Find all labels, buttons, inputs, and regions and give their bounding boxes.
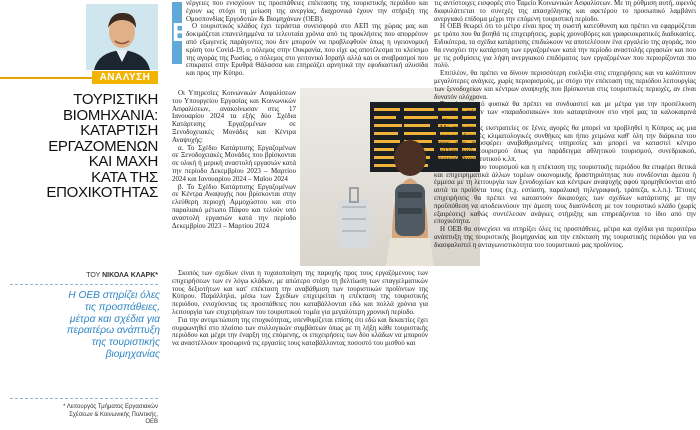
- paragraph: α. Το Σχέδιο Κατάρτισης Εργαζομένων σε Ξενοδοχειακές Μονάδες που βρίσκονται σε ολική ή μερική αναστολή εργασιών κατά την περίοδο Δεκεμβρίου 2023 – Μαρτίου 2024 και Ιανουαρίου 2024 – Μαΐου 2024: [172, 143, 296, 183]
- paragraph: Σκοπός των σχεδίων είναι η τυχαιοποίηση της παροχής προς τους εργαζόμενους των επιχειρήσεων των εν λόγω κλάδων, με απώτερο στόχο τη βελτίωση των επαγγελματικών τους δεξιοτήτων και κατ' επέκταση την αναβάθμιση των τουριστικών προϊόντων της Κύπρου. Παράλληλα, μέσω των Σχεδίων επιχειρείται η επέκταση της τουριστικής περιόδου, ενισχύοντας τις προσπάθειες που καταβάλλονται εδώ και πολλά χρόνια για λειτουργία των επιχειρήσεων του τουριστικού τομέα για μεγαλύτερη χρονική περίοδο.: [172, 270, 428, 316]
- paragraph: Για την αντιμετώπιση της εποχικότητας, υπενθυμίζεται επίσης ότι εδώ και δεκαετίες έχει συμφωνηθεί στο πλαίσιο των συλλογικών συμβάσεων όπως με τη λήξη κάθε τουριστικής περιόδου και μέχρι την έναρξη της επόμενης, οι επιχειρήσεις των δύο κλάδων να μπορούν να αναστέλλουν προσωρινά τις εργασίες τους καταβάλλοντας ποσοστό του μισθού και: [172, 315, 428, 348]
- pull-quote-line: βιομηχανίας: [105, 348, 160, 360]
- author-portrait: [86, 4, 158, 70]
- byline-prefix: ΤΟΥ: [86, 272, 101, 279]
- paragraph: Ο τουριστικός κλάδος έχει τεράστια συνεισφορά στο ΑΕΠ της χώρας μας και δοκιμάζεται επανειλημμένα τα τελευταία χρόνια από τις προκλήσεις που απορρέουν από εξωγενείς παράγοντες που δεν μπορούν να προβλεφθούν όπως η υγειονομική κρίση του Covid-19, ο πόλεμος στην Ουκρανία, που είχε ως αποτέλεσμα το κλείσιμο της αγοράς της Ρωσίας, ο πόλεμος στο γειτονικό Ισραήλ αλλά και οι αναβρασμοί που επικρατεί στην Ερυθρά Θάλασσα και επηρεάζει αρνητικά την εφοδιαστική αλυσίδα και προς την Κύπρο.: [186, 22, 428, 78]
- article-column-1-bottom: [172, 270, 428, 428]
- author-photo-icon: [86, 4, 158, 70]
- section-rule: [0, 77, 92, 79]
- headline-line: ΤΟΥΡΙΣΤΙΚΗ: [73, 91, 158, 108]
- article-column-1-top: [172, 0, 428, 88]
- headline-line: ΚΑΤΑΡΤΙΣΗ: [80, 122, 158, 139]
- pull-quote-line: περαιτέρω ανάπτυξη: [66, 325, 160, 337]
- byline-author: ΝΙΚΟΛΑ ΚΛΑΡΚ*: [102, 272, 158, 279]
- paragraph: Το μέτρο αυτό φυσικά θα πρέπει να συνδυαστεί και με μέτρα για την προσέλκυση τουριστών πέραν των «παραδοσιακών» που καταφτάνουν στο νησί μας τα καλοκαιρινά μόνο.: [434, 100, 696, 124]
- headline-line: ΚΑΙ ΜΑΧΗ: [88, 153, 158, 170]
- divider: [10, 398, 158, 399]
- divider: [10, 284, 158, 285]
- article-column-1-middle: [172, 90, 296, 268]
- footnote-line: Σχέσεων & Κοινωνικής Πολιτικής,: [69, 411, 158, 418]
- paragraph: Με συσχετικές εκστρατείες σε ξένες αγορές θα μπορεί να προβληθεί η Κύπρος ως μια χώρα με ιδανικές κλιματολογικές συνθήκες και ήπιο χειμώνα καθ' όλη την διάρκεια του έτους που προσφέρει αναβαθμισμένες υπηρεσίες και μπορεί να καταστεί κέντρο εναλλακτικού τουρισμού όπως για παράδειγμα αθλητικού τουρισμού, συνεδριακού, ιατρικού, θρησκευτικού κ.λπ.: [434, 123, 696, 163]
- headline-line: ΕΡΓΑΖΟΜΕΝΩΝ: [48, 137, 158, 155]
- paragraph: τις αντίστοιχες εισφορές στο Ταμείο Κοινωνικών Ασφαλίσεων. Με τη ρύθμιση αυτή, αφενός διαφυλάττεται το συνεχές της απασχόλησης και αφετέρου το προσωπικό λαμβάνει ανεργιακό επίδομα μέχρι την επόμενη τουριστική περίοδο.: [434, 0, 696, 23]
- author-footnote: [10, 404, 158, 427]
- article-sidebar: [0, 0, 166, 430]
- pull-quote-line: της τουριστικής: [91, 337, 160, 349]
- pull-quote-line: Η ΟΕΒ στηρίζει όλες: [68, 290, 160, 301]
- headline-line: ΕΠΟΧΙΚΟΤΗΤΑΣ: [46, 184, 158, 201]
- headline: [4, 92, 158, 201]
- paragraph: Η ανάπτυξη του τουρισμού και η επέκταση της τουριστικής περιόδου θα επιφέρει θετικά και επιχειρηματικά άλλων τομέων οικονομικής δραστηριότητας που συνδέονται άμεσα ή έμμεσα με τη λειτουργία των ξενοδοχείων και κέντρων αναψυχής αφού προμηθεύονται από αυτά τα προϊόντα τους (π.χ. εστίαση, παραλιακή τηλεγραφική, τράπεζα, κ.λ.π.). Τέτοιες επιχειρήσεις θα πρέπει να καταστούν δικαιούχες των σχεδίων κατάρτισης με την προϋπόθεση να αποδεικνύουν την άμεση τους διασύνδεση με τον τουριστικό κλάδο (χωρίς εξαιρέσεις) καθώς συντέλεσαν ανάγκες στήριξης και επηρεάζονται το ίδιο από την εποχικότητα.: [434, 162, 696, 226]
- pull-quote-line: μέτρα και σχέδια για: [69, 313, 160, 325]
- paragraph: νέργειες που ενισχύουν τις προσπάθειες επέκτασης της τουριστικής περιόδου και έχουν ως στόχο τη μείωση της ανεργίας, διαχρονικά έχουν την στήριξη της Ομοσπονδίας Εργοδοτών & Βιομηχάνων (ΟΕΒ).: [186, 0, 428, 23]
- footnote-line: * Λειτουργός Τμήματος Εργασιακών: [63, 404, 158, 410]
- paragraph: β. Το Σχέδιο Κατάρτισης Εργαζομένων σε Κέντρα Αναψυχής που βρίσκονται στην ελεύθερη περιοχή Αμμοχώστου και στο παραλιακό μέτωπο Πάφου και τελούν υπό αναστολή εργασιών κατά την περίοδο Δεκεμβρίου 2023 – Μαρτίου 2024: [172, 182, 296, 230]
- article-column-2: [434, 0, 696, 430]
- paragraph: Επιπλέον, θα πρέπει να δίνουν περισσότερη ευελιξία στις επιχειρήσεις και να καλύπτουν μεγαλύτερες ανάγκες, χωρίς περιορισμούς, με στόχο την επέκταση της περιόδου λειτουργίας των ξενοδοχείων και κέντρων αναψυχής που βρίσκονται στις τουριστικές περιοχές, αν είναι δυνατόν ολόχρονα.: [434, 69, 696, 101]
- pull-quote-line: τις προσπάθειες,: [84, 301, 160, 313]
- footnote-line: ΟΕΒ: [145, 419, 158, 425]
- section-tag-bar: [0, 71, 158, 84]
- headline-line: ΚΑΤΑ ΤΗΣ: [91, 168, 158, 186]
- section-tag: ΑΝΑΛΥΣΗ: [92, 71, 158, 84]
- paragraph: Οι Υπηρεσίες Κοινωνικών Ασφαλίσεων του Υπουργείου Εργασίας και Κοινωνικών Ασφαλίσεων, ανακοίνωσαν στις 17 Ιανουαρίου 2024 τα εξής δύο Σχέδια Κατάρτισης Εργαζομένων σε Ξενοδοχειακές Μονάδες και Κέντρα Αναψυχής:: [172, 90, 296, 144]
- paragraph: Η ΟΕΒ θα συνεχίσει να στηρίζει όλες τις προσπάθειες, μέτρα και σχέδια για περαιτέρω ανάπτυξη της τουριστικής βιομηχανίας και την επέκταση της τουριστικής περιόδου για να διασφαλιστεί η ανταγωνιστικότητα του τουριστικού μας προϊόντος.: [434, 225, 696, 249]
- byline: [4, 272, 158, 279]
- dropcap-letter: Ε: [172, 17, 190, 47]
- headline-line: ΒΙΟΜΗΧΑΝΙΑ:: [62, 106, 158, 124]
- pull-quote: [18, 290, 160, 361]
- paragraph: Η ΟΕΒ θεωρεί ότι το μέτρο είναι προς τη σωστή κατεύθυνση και πρέπει να εφαρμόζεται με τρόπο που θα βοηθά τις επιχειρήσεις, χωρίς χρονοβόρες και γραφειοκρατικές διαδικασίες. Ειδικότερα, τα σχέδια κατάρτισης επιδιώκουν να αποτελέσουν ένα εργαλείο της αγοράς, που θα ενισχύει την κατάρτιση των εργαζομένων κατά την περίοδο αναστολής εργασιών και που με τις ρυθμίσεις για λήψη ανεργιακού επιδόματος των εργαζομένων που περιορίζονται πιο πολύ.: [434, 22, 696, 70]
